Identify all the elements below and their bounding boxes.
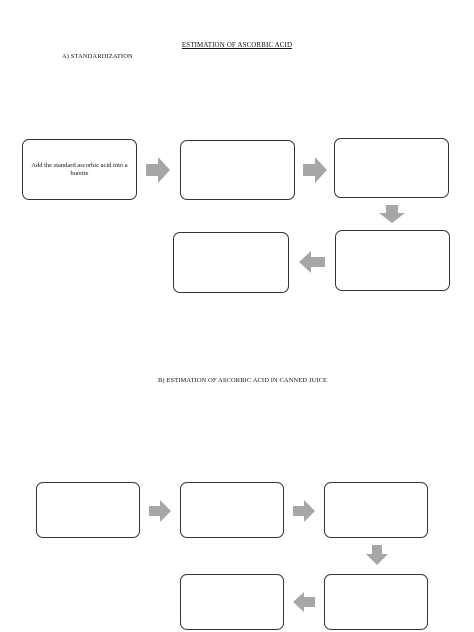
section-b-arrow-left-icon — [293, 592, 315, 612]
section-b-heading: B) ESTIMATION OF ASCORBIC ACID IN CANNED JUICE — [158, 377, 328, 384]
section-a-step-1-text: Add the standard ascorbic acid into a burette — [31, 161, 128, 177]
section-a-arrow-right-1-icon — [146, 157, 170, 183]
section-a-arrow-left-icon — [299, 251, 325, 273]
section-b-arrow-down-icon — [366, 545, 388, 565]
document-title: ESTIMATION OF ASCORBIC ACID — [181, 41, 293, 49]
section-b-arrow-right-1-icon — [149, 500, 171, 522]
section-a-heading: A) STANDARDIZATION — [62, 53, 133, 60]
section-b-step-5-box — [180, 574, 284, 630]
section-b-arrow-right-2-icon — [293, 500, 315, 522]
section-a-step-5-box — [173, 232, 289, 293]
section-a-step-4-box — [335, 230, 450, 291]
section-b-step-2-box — [180, 482, 284, 538]
section-a-step-2-box — [180, 140, 295, 200]
section-b-step-1-box — [36, 482, 140, 538]
section-a-step-1-box — [22, 139, 137, 200]
section-a-arrow-right-2-icon — [303, 157, 327, 183]
section-a-step-3-box — [334, 138, 449, 198]
section-b-step-4-box — [324, 574, 428, 630]
section-b-step-3-box — [324, 482, 428, 538]
section-a-arrow-down-icon — [379, 205, 405, 223]
